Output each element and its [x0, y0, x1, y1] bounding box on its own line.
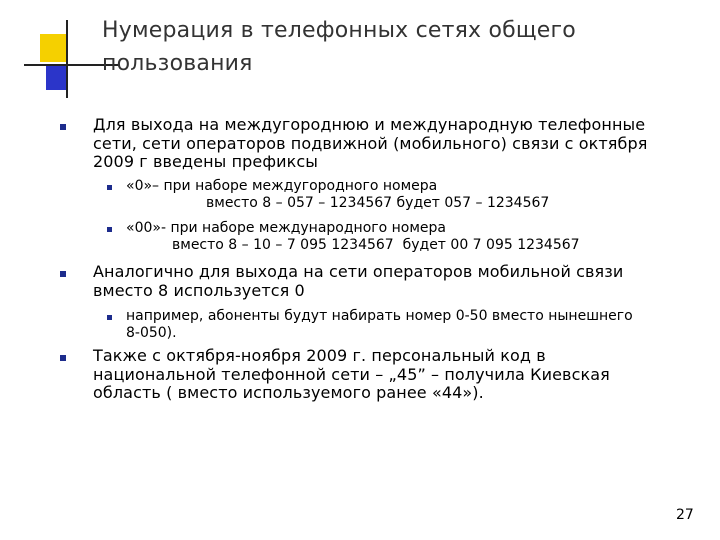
slide-title	[102, 14, 702, 80]
bullet-1-line-3: 2009 г введены префиксы	[93, 152, 319, 171]
logo-blue-square	[46, 64, 66, 90]
sub-1-line-2: вместо 8 – 057 – 1234567 будет 057 – 1234567	[206, 195, 550, 211]
bullet-icon	[60, 124, 66, 130]
sub-3-line-2: 8-050).	[126, 325, 177, 341]
sub-bullet-icon	[107, 227, 112, 232]
sub-item-1	[126, 178, 549, 212]
title-line-1: Нумерация в телефонных сетях общего	[102, 18, 576, 43]
sub-3-line-1: например, абоненты будут набирать номер 0-50 вместо нынешнего	[126, 308, 633, 324]
bullet-1-line-2: сети, сети операторов подвижной (мобильного) связи с октября	[93, 133, 648, 153]
bullet-2-line-2: вместо 8 используется 0	[93, 280, 305, 300]
bullet-2-line-1: Аналогично для выхода на сети операторов мобильной связи	[93, 262, 624, 281]
bullet-item-2	[93, 263, 623, 300]
logo-yellow-square	[40, 34, 66, 62]
bullet-3-line-2: национальной телефонной сети – „45” – получила Киевская	[93, 364, 610, 384]
sub-1-line-1: «0»– при наборе междугородного номера	[126, 178, 438, 194]
bullet-item-1	[93, 116, 647, 172]
bullet-icon	[60, 355, 66, 361]
bullet-3-line-3: область ( вместо используемого ранее «44»).	[93, 383, 484, 402]
bullet-3-line-1: Также с октября-ноября 2009 г. персональный код в	[93, 346, 546, 365]
sub-item-2	[126, 220, 580, 254]
bullet-item-3	[93, 347, 610, 403]
page-number: 27	[676, 507, 694, 523]
bullet-icon	[60, 271, 66, 277]
bullet-1-line-1: Для выхода на междугороднюю и международную телефонные	[93, 115, 646, 134]
logo-vertical-line	[66, 20, 68, 98]
sub-2-line-2: вместо 8 – 10 – 7 095 1234567 будет 00 7 095 1234567	[172, 237, 580, 253]
title-line-2: пользования	[102, 51, 253, 76]
sub-2-line-1: «00»- при наборе международного номера	[126, 220, 446, 236]
sub-bullet-icon	[107, 185, 112, 190]
sub-bullet-icon	[107, 315, 112, 320]
sub-item-3	[126, 308, 633, 342]
